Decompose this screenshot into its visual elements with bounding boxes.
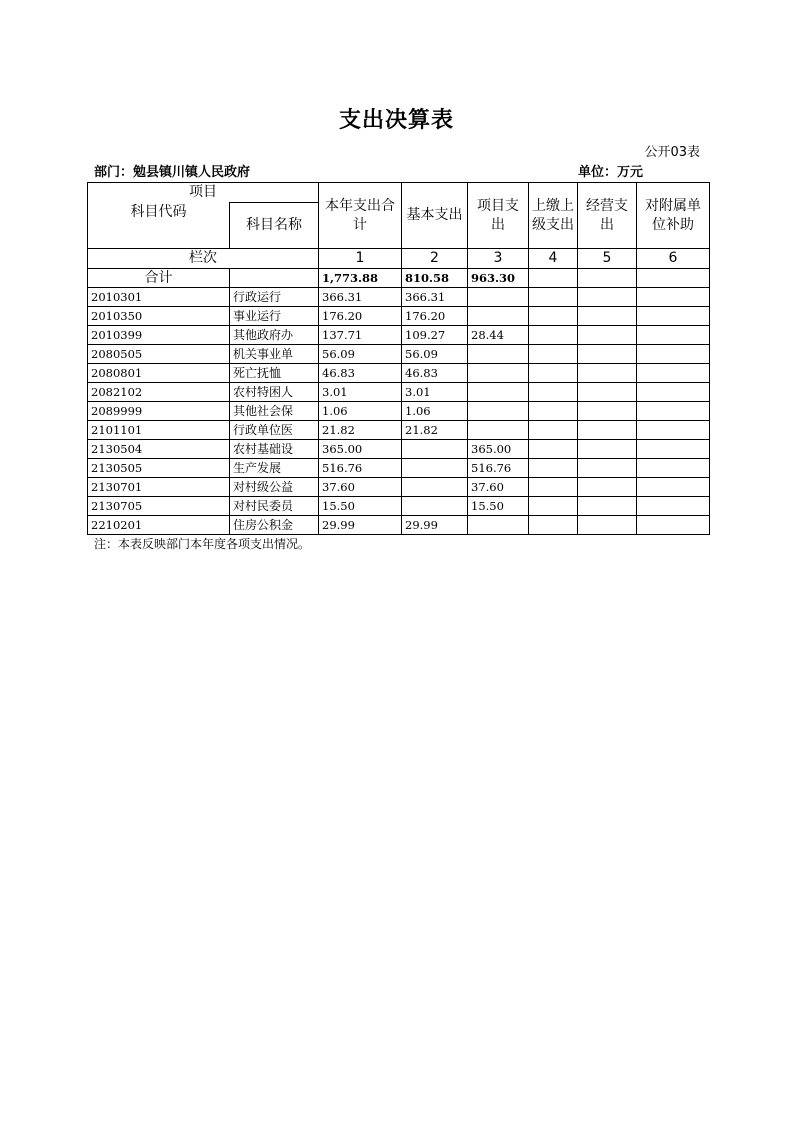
total-row-total: 1,773.88 (319, 269, 402, 288)
cell-empty (637, 307, 710, 326)
header-basic: 基本支出 (402, 183, 468, 249)
cell-total: 137.71 (319, 326, 402, 345)
cell-empty (637, 288, 710, 307)
cell-empty (529, 421, 578, 440)
cell-total: 21.82 (319, 421, 402, 440)
cell-basic (402, 459, 468, 478)
table-row (88, 364, 710, 383)
cell-empty (637, 497, 710, 516)
cell-empty (578, 345, 637, 364)
cell-project: 37.60 (468, 478, 529, 497)
cell-empty (529, 383, 578, 402)
cell-total: 176.20 (319, 307, 402, 326)
cell-empty (529, 440, 578, 459)
cell-project (468, 516, 529, 535)
cell-empty (637, 345, 710, 364)
cell-empty (637, 478, 710, 497)
cell-total: 3.01 (319, 383, 402, 402)
total-row-project: 963.30 (468, 269, 529, 288)
cell-empty (578, 459, 637, 478)
cell-project (468, 421, 529, 440)
cell-total: 516.76 (319, 459, 402, 478)
table-row (88, 402, 710, 421)
cell-name: 其他政府办 (230, 326, 319, 345)
cell-basic (402, 478, 468, 497)
header-upper: 上缴上级支出 (529, 183, 578, 249)
cell-empty (637, 402, 710, 421)
index-col: 5 (578, 249, 637, 269)
total-row-subsidy (637, 269, 710, 288)
cell-project (468, 345, 529, 364)
cell-empty (529, 459, 578, 478)
cell-empty (637, 326, 710, 345)
cell-code: 2010399 (88, 326, 230, 345)
cell-empty (578, 440, 637, 459)
cell-empty (529, 364, 578, 383)
table-row (88, 459, 710, 478)
cell-empty (578, 516, 637, 535)
cell-code: 2210201 (88, 516, 230, 535)
table-row (88, 478, 710, 497)
cell-empty (637, 516, 710, 535)
header-code: 科目代码 (88, 203, 230, 249)
cell-empty (529, 288, 578, 307)
cell-total: 46.83 (319, 364, 402, 383)
total-row-label: 合计 (88, 269, 230, 288)
department-label: 部门：勉县镇川镇人民政府 (94, 165, 251, 180)
cell-total: 1.06 (319, 402, 402, 421)
cell-project: 365.00 (468, 440, 529, 459)
total-row-upper (529, 269, 578, 288)
table-row (88, 383, 710, 402)
total-row-business (578, 269, 637, 288)
cell-project (468, 288, 529, 307)
cell-basic (402, 440, 468, 459)
cell-project (468, 402, 529, 421)
cell-total: 15.50 (319, 497, 402, 516)
cell-empty (578, 288, 637, 307)
cell-basic: 1.06 (402, 402, 468, 421)
page-title: 支出决算表 (338, 108, 454, 133)
cell-code: 2082102 (88, 383, 230, 402)
cell-name: 其他社会保 (230, 402, 319, 421)
cell-empty (578, 421, 637, 440)
cell-code: 2130504 (88, 440, 230, 459)
cell-empty (637, 459, 710, 478)
cell-name: 行政运行 (230, 288, 319, 307)
cell-name: 行政单位医 (230, 421, 319, 440)
table-row (88, 440, 710, 459)
cell-empty (578, 478, 637, 497)
cell-empty (637, 383, 710, 402)
cell-project (468, 364, 529, 383)
cell-empty (578, 326, 637, 345)
cell-basic (402, 497, 468, 516)
cell-basic: 21.82 (402, 421, 468, 440)
cell-name: 对村民委员 (230, 497, 319, 516)
index-col: 1 (319, 249, 402, 269)
index-col: 4 (529, 249, 578, 269)
cell-empty (578, 383, 637, 402)
cell-name: 事业运行 (230, 307, 319, 326)
cell-empty (578, 497, 637, 516)
cell-empty (529, 345, 578, 364)
cell-basic: 366.31 (402, 288, 468, 307)
table-row (88, 497, 710, 516)
cell-code: 2010350 (88, 307, 230, 326)
cell-name: 农村特困人 (230, 383, 319, 402)
cell-basic: 176.20 (402, 307, 468, 326)
index-col: 6 (637, 249, 710, 269)
cell-empty (637, 364, 710, 383)
cell-code: 2101101 (88, 421, 230, 440)
cell-name: 死亡抚恤 (230, 364, 319, 383)
cell-name: 住房公积金 (230, 516, 319, 535)
header-project: 项目支出 (468, 183, 529, 249)
cell-project: 28.44 (468, 326, 529, 345)
cell-basic: 46.83 (402, 364, 468, 383)
cell-code: 2089999 (88, 402, 230, 421)
cell-project: 516.76 (468, 459, 529, 478)
cell-basic: 109.27 (402, 326, 468, 345)
cell-empty (529, 497, 578, 516)
cell-code: 2130505 (88, 459, 230, 478)
cell-total: 56.09 (319, 345, 402, 364)
cell-total: 365.00 (319, 440, 402, 459)
cell-code: 2130701 (88, 478, 230, 497)
expenditure-table (87, 182, 710, 535)
header-total: 本年支出合计 (319, 183, 402, 249)
cell-empty (578, 364, 637, 383)
cell-total: 37.60 (319, 478, 402, 497)
header-name: 科目名称 (230, 203, 319, 249)
cell-name: 农村基础设 (230, 440, 319, 459)
cell-code: 2080801 (88, 364, 230, 383)
cell-empty (578, 307, 637, 326)
table-row (88, 345, 710, 364)
cell-name: 对村级公益 (230, 478, 319, 497)
cell-project (468, 383, 529, 402)
cell-empty (529, 326, 578, 345)
header-subsidy: 对附属单位补助 (637, 183, 710, 249)
index-col: 2 (402, 249, 468, 269)
form-number: 公开03表 (644, 145, 700, 160)
cell-basic: 29.99 (402, 516, 468, 535)
table-row (88, 326, 710, 345)
unit-label: 单位：万元 (578, 165, 644, 180)
index-row-label: 栏次 (88, 249, 319, 269)
cell-empty (578, 402, 637, 421)
cell-code: 2130705 (88, 497, 230, 516)
index-col: 3 (468, 249, 529, 269)
cell-total: 29.99 (319, 516, 402, 535)
cell-project: 15.50 (468, 497, 529, 516)
table-row (88, 307, 710, 326)
cell-code: 2080505 (88, 345, 230, 364)
table-note: 注：本表反映部门本年度各项支出情况。 (94, 537, 311, 551)
cell-empty (637, 440, 710, 459)
cell-name: 生产发展 (230, 459, 319, 478)
cell-empty (529, 402, 578, 421)
cell-name: 机关事业单 (230, 345, 319, 364)
total-row-name (230, 269, 319, 288)
table-row (88, 288, 710, 307)
cell-empty (529, 516, 578, 535)
cell-total: 366.31 (319, 288, 402, 307)
cell-code: 2010301 (88, 288, 230, 307)
cell-empty (529, 307, 578, 326)
table-row (88, 516, 710, 535)
total-row-basic: 810.58 (402, 269, 468, 288)
cell-basic: 56.09 (402, 345, 468, 364)
cell-empty (637, 421, 710, 440)
cell-empty (529, 478, 578, 497)
header-item: 项目 (88, 183, 319, 203)
table-row (88, 421, 710, 440)
header-business: 经营支出 (578, 183, 637, 249)
cell-project (468, 307, 529, 326)
cell-basic: 3.01 (402, 383, 468, 402)
